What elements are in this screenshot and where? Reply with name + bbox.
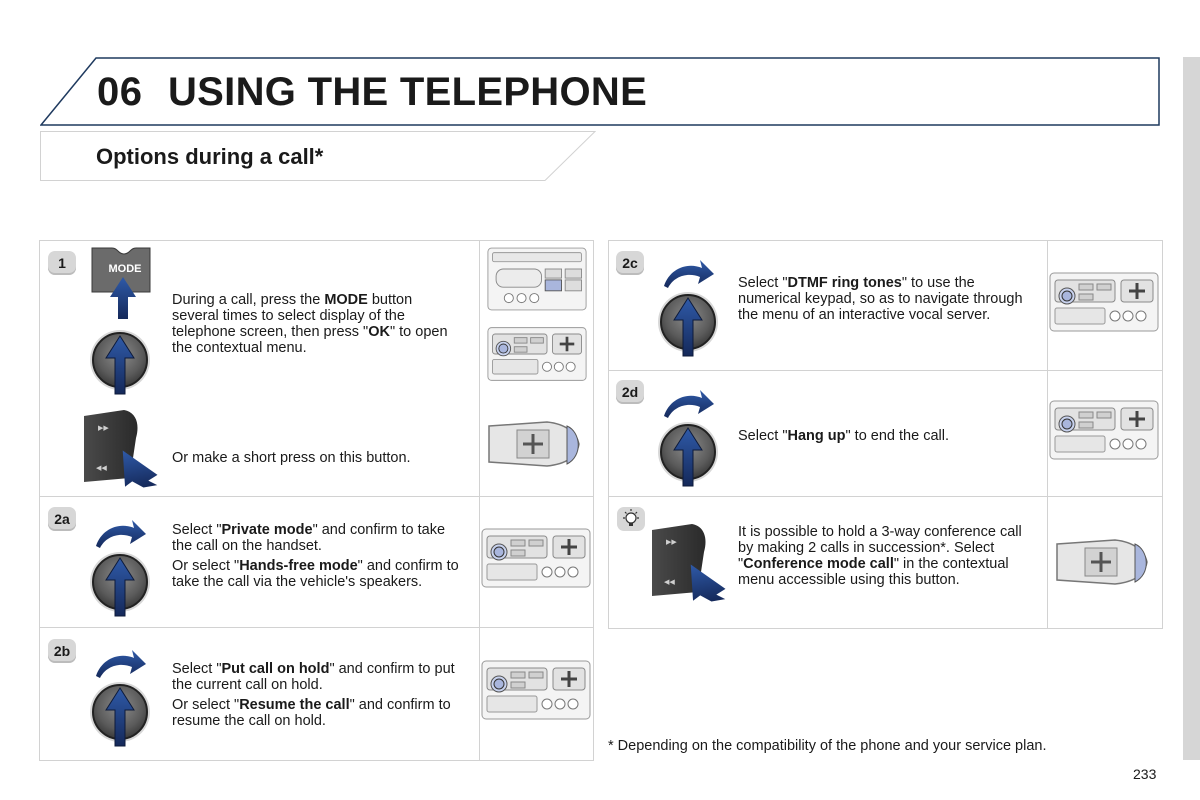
page-number: 233 [1133,766,1157,782]
audio-unit-knob-illustration [487,326,587,382]
rotary-knob-rotate-icon [88,640,158,750]
step-2c-instruction: Select "DTMF ring tones" to use the numerical keypad, so as to navigate through the menu of an interactive vocal server. [738,275,1023,323]
audio-unit-knob-illustration [481,528,591,588]
steering-stalk-button-icon [652,522,727,602]
step-1-alt-instruction: Or make a short press on this button. [172,450,411,466]
footnote: * Depending on the compatibility of the phone and your service plan. [608,738,1047,754]
rotary-knob-rotate-icon [656,380,726,490]
audio-unit-knob-illustration [1049,272,1159,332]
rotary-knob-rotate-icon [656,250,726,360]
rotary-knob-press-icon [88,318,158,398]
section-title: Options during a call* [96,144,324,169]
rotary-knob-rotate-icon [88,510,158,620]
steering-stalk-button-icon [84,408,159,488]
tip-instruction: It is possible to hold a 3-way conference call by making 2 calls in succession*. Select "Conference mode call" in the contextual menu accessible using this button. [738,524,1022,588]
chapter-number: 06 [97,70,143,114]
step-1-instruction: During a call, press the MODE button several times to select display of the telephone screen, then press "OK" to open the contextual menu. [172,292,448,356]
steering-stalk-illustration [487,414,587,474]
press-up-arrow-icon [110,277,136,319]
step-badge-2c: 2c [616,251,644,275]
step-2b-instruction: Select "Put call on hold" and confirm to put the current call on hold. Or select "Resume the call" and confirm to resume the call on hold. [172,661,455,729]
audio-unit-knob-illustration [481,660,591,720]
audio-unit-knob-illustration [1049,400,1159,460]
step-2d-instruction: Select "Hang up" to end the call. [738,428,949,444]
page-edge-bar [1183,57,1200,760]
chapter-title: USING THE TELEPHONE [168,70,648,114]
step-badge-2d: 2d [616,380,644,404]
svg-text:MODE: MODE [108,263,142,275]
steering-stalk-illustration [1055,532,1155,592]
step-badge-2b: 2b [48,639,76,663]
step-badge-1: 1 [48,251,76,275]
step-badge-2a: 2a [48,507,76,531]
step-2a-instruction: Select "Private mode" and confirm to take the call on the handset. Or select "Hands-free mode" and confirm to take the call via the vehicle's speakers. [172,522,459,590]
audio-unit-mode-illustration [487,246,587,312]
tip-lightbulb-icon [616,506,646,532]
